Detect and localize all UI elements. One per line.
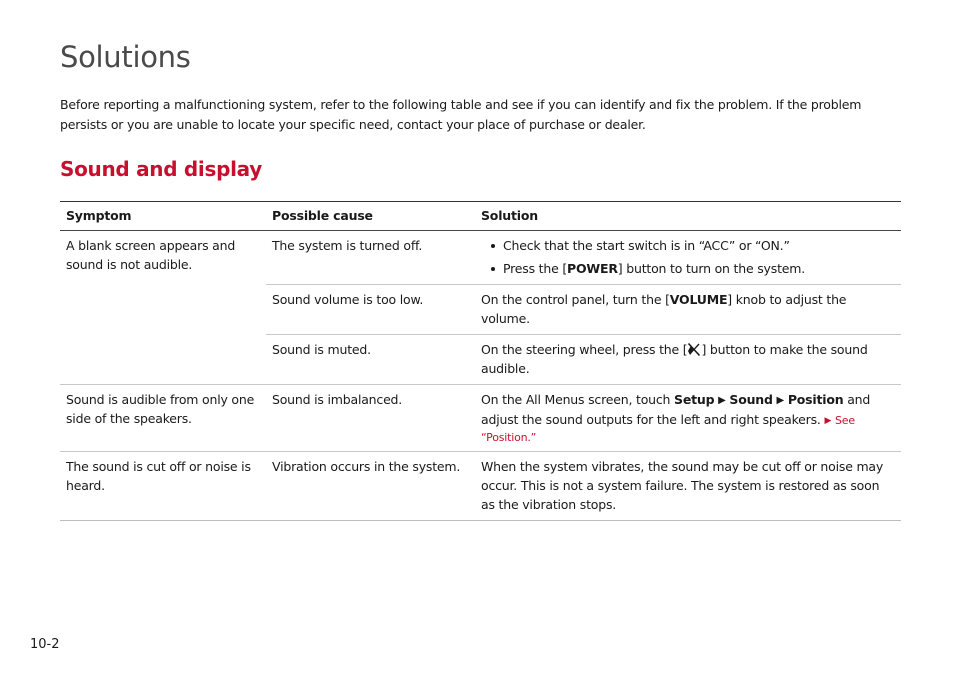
solution-bullet-list [481, 236, 895, 278]
table-row [60, 231, 901, 285]
solution-text-post: ] knob to adjust the volume. [481, 292, 847, 326]
header-solution: Solution [475, 202, 901, 231]
solution-text-pre: On the control panel, turn the [ [481, 292, 670, 307]
header-symptom: Symptom [60, 202, 266, 231]
solution-cell [475, 335, 901, 385]
solution-cell: When the system vibrates, the sound may be cut off or noise may occur. This is not a system failure. The system is restored as soon as the vibration stops. [475, 452, 901, 521]
list-item [481, 236, 895, 255]
bullet-text: Check that the start switch is in “ACC” or “ON.” [503, 238, 790, 253]
symptom-cell: The sound is cut off or noise is heard. [60, 452, 266, 521]
path-setup: Setup [674, 392, 715, 407]
path-arrow-icon: ▶ [776, 395, 785, 406]
solution-text-pre: On the All Menus screen, touch [481, 392, 675, 407]
solution-text-mid: and adjust the sound outputs for the left and right speakers. [481, 392, 871, 427]
page-number: 10-2 [30, 637, 60, 652]
table-row [60, 385, 901, 452]
path-sound: Sound [729, 392, 773, 407]
bullet-icon [491, 267, 495, 271]
cause-cell: Sound is muted. [266, 335, 475, 385]
path-position: Position [787, 392, 844, 407]
solution-cell [475, 385, 901, 452]
bullet-text-post: ] button to turn on the system. [617, 261, 806, 276]
symptom-cell: A blank screen appears and sound is not audible. [60, 231, 266, 385]
see-reference-link[interactable]: “Position.” [481, 431, 537, 444]
list-item [481, 259, 895, 278]
cause-cell: Sound is imbalanced. [266, 385, 475, 452]
header-possible-cause: Possible cause [266, 202, 475, 231]
intro-paragraph: Before reporting a malfunctioning system, refer to the following table and see if you can identify and fix the problem. If the problem persists or you are unable to locate your specific need, contact your place of purchase or dealer. [60, 97, 862, 132]
cause-cell: Vibration occurs in the system. [266, 452, 475, 521]
power-key-label: POWER [567, 261, 618, 276]
table-header-row [60, 202, 901, 231]
cause-cell: The system is turned off. [266, 231, 475, 285]
solution-text-pre: On the steering wheel, press the [ [481, 342, 688, 357]
page-title: Solutions [60, 40, 191, 74]
bullet-text-pre: Press the [ [503, 261, 568, 276]
see-label[interactable]: See [835, 414, 855, 427]
solution-cell [475, 285, 901, 335]
see-arrow-icon: ▶ [824, 416, 832, 426]
table-row [60, 452, 901, 521]
section-title: Sound and display [60, 157, 262, 181]
volume-key-label: VOLUME [669, 292, 728, 307]
bullet-icon [491, 244, 495, 248]
solutions-table [60, 201, 901, 521]
symptom-cell: Sound is audible from only one side of the speakers. [60, 385, 266, 452]
cause-cell: Sound volume is too low. [266, 285, 475, 335]
path-arrow-icon: ▶ [718, 395, 726, 406]
mute-icon [687, 342, 701, 357]
solution-cell [475, 231, 901, 285]
solution-text-post: ] button to make the sound audible. [481, 342, 868, 376]
